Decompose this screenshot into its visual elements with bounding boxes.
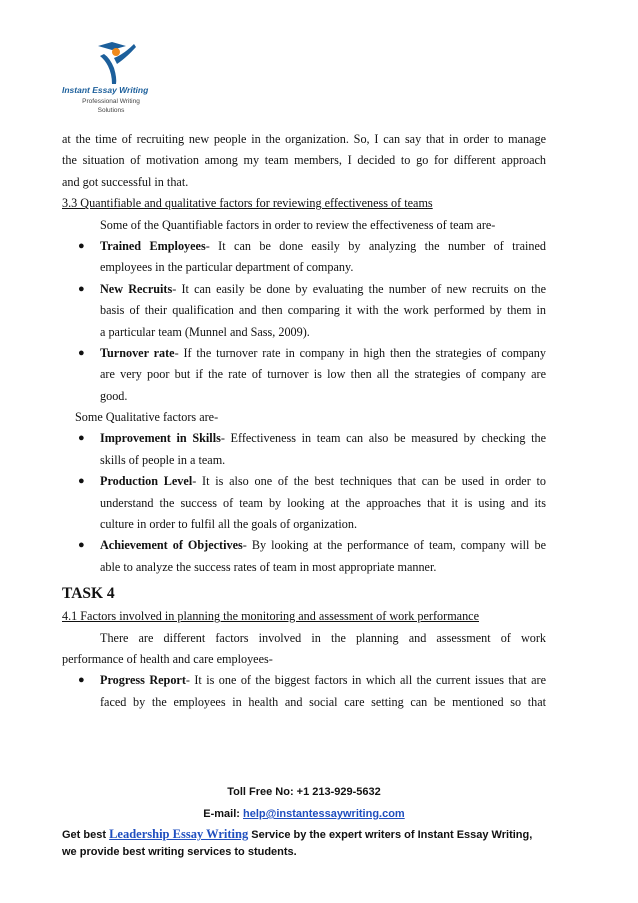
paragraph-line: the situation of motivation among my team members, I decided to go for different approach bbox=[62, 153, 546, 168]
bullet-icon: ● bbox=[78, 346, 85, 359]
list-item-continuation: employees in the particular department of company. bbox=[100, 260, 354, 275]
list-item-text: - It can easily be done by evaluating the number of new recruits on the bbox=[172, 281, 546, 296]
promo-line-2: we provide best writing services to students. bbox=[62, 846, 297, 858]
list-item-term: New Recruits bbox=[100, 281, 173, 296]
qualitative-intro: Some Qualitative factors are- bbox=[75, 410, 219, 425]
list-item-text: - It can be done easily by analyzing the number of trained bbox=[205, 238, 546, 253]
paragraph-line: at the time of recruiting new people in the organization. So, I can say that in order to manage bbox=[62, 132, 546, 146]
email-label: E-mail: bbox=[203, 808, 243, 820]
list-item-turnover-rate bbox=[62, 343, 546, 364]
list-item-continuation: a particular team (Munnel and Sass, 2009). bbox=[100, 324, 310, 339]
paragraph-line: and got successful in that. bbox=[62, 174, 189, 189]
list-item-term: Progress Report bbox=[100, 673, 186, 688]
logo-tagline-line-2: Solutions bbox=[97, 107, 125, 114]
list-item-text: - It is also one of the best techniques that can be used in order to bbox=[192, 474, 547, 489]
bullet-icon: ● bbox=[78, 239, 85, 252]
page-footer bbox=[62, 781, 546, 861]
list-item-trained-employees bbox=[62, 236, 546, 257]
list-item-text: - By looking at the performance of team, company will be bbox=[242, 538, 546, 553]
list-item-text: - It is one of the biggest factors in which all the current issues that are bbox=[185, 673, 546, 688]
list-item-progress-report bbox=[62, 670, 546, 691]
list-item-achievement-of-objectives bbox=[62, 535, 546, 556]
bullet-icon: ● bbox=[78, 539, 85, 552]
list-item-continuation: culture in order to fulfil all the goals of organization. bbox=[100, 517, 357, 532]
leadership-essay-link[interactable]: Leadership Essay Writing bbox=[109, 827, 249, 841]
list-item-continuation: able to analyze the success rates of team in most appropriate manner. bbox=[100, 559, 437, 574]
email-link[interactable]: help@instantessaywriting.com bbox=[243, 808, 405, 820]
bullet-icon: ● bbox=[78, 432, 85, 445]
logo-tagline-line-1: Professional Writing bbox=[82, 98, 140, 105]
list-item-term: Production Level bbox=[100, 474, 193, 489]
list-item-continuation: basis of their qualification and then comparing it with the work performed by them in bbox=[100, 303, 546, 318]
toll-free-number: Toll Free No: +1 213-929-5632 bbox=[227, 786, 381, 798]
task-heading: TASK 4 bbox=[62, 585, 115, 603]
bullet-icon: ● bbox=[78, 282, 85, 295]
list-item-continuation: understand the success of team by looking at the approaches that it is using and its bbox=[100, 495, 546, 510]
graduate-figure-icon bbox=[90, 40, 140, 84]
list-item-text: - Effectiveness in team can also be measured by checking the bbox=[220, 431, 546, 446]
list-item-continuation: faced by the employees in health and social care setting can be mentioned so that bbox=[100, 694, 546, 709]
promo-line-1 bbox=[62, 825, 546, 843]
list-item-continuation: are very poor but if the rate of turnover is low then all the strategies of company are bbox=[100, 367, 546, 382]
list-item-new-recruits bbox=[62, 279, 546, 300]
logo-name: Instant Essay Writing bbox=[62, 85, 149, 95]
quantifiable-intro: Some of the Quantifiable factors in order to review the effectiveness of team are- bbox=[100, 217, 496, 232]
list-item-term: Achievement of Objectives bbox=[100, 538, 243, 553]
company-logo bbox=[62, 40, 172, 120]
section-heading-3-3: 3.3 Quantifiable and qualitative factors for reviewing effectiveness of teams bbox=[62, 196, 433, 211]
list-item-term: Turnover rate bbox=[100, 345, 175, 360]
list-item-continuation: good. bbox=[100, 388, 128, 403]
list-item-text: - If the turnover rate in company in high then the strategies of company bbox=[174, 345, 546, 360]
document-body bbox=[62, 129, 546, 713]
list-item-improvement-in-skills bbox=[62, 428, 546, 449]
paragraph-line: There are different factors involved in the planning and assessment of work bbox=[100, 630, 546, 645]
list-item-term: Trained Employees bbox=[100, 238, 206, 253]
list-item-continuation: skills of people in a team. bbox=[100, 452, 226, 467]
promo-prefix: Get best bbox=[62, 829, 110, 841]
bullet-icon: ● bbox=[78, 475, 85, 488]
paragraph-line: performance of health and care employees- bbox=[62, 651, 273, 666]
list-item-production-level bbox=[62, 471, 546, 492]
promo-suffix: Service by the expert writers of Instant Essay Writing, bbox=[248, 829, 533, 841]
logo-tagline bbox=[66, 97, 156, 115]
bullet-icon: ● bbox=[78, 674, 85, 687]
list-item-term: Improvement in Skills bbox=[100, 431, 221, 446]
section-heading-4-1: 4.1 Factors involved in planning the monitoring and assessment of work performance bbox=[62, 609, 479, 624]
email-line bbox=[62, 803, 546, 825]
